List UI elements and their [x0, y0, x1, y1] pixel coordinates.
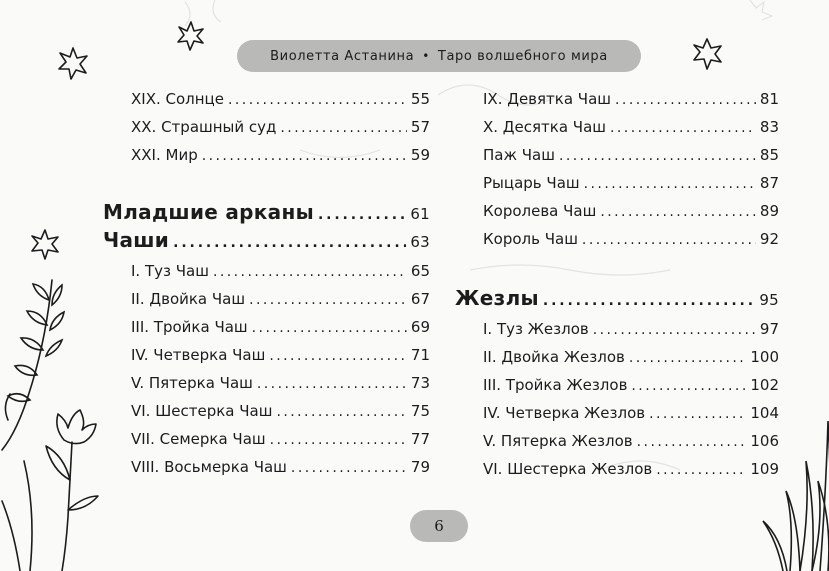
dot-leader: [600, 204, 756, 220]
toc-entry-title: Паж Чаш: [483, 146, 555, 164]
toc-entry-title: X. Десятка Чаш: [483, 118, 606, 136]
dot-leader: [173, 235, 406, 251]
toc-entry: [483, 90, 779, 114]
dot-leader: [202, 148, 407, 164]
dot-leader: [270, 432, 407, 448]
toc-entry-page: 63: [410, 233, 430, 251]
dot-leader: [584, 176, 756, 192]
dot-leader: [631, 378, 746, 394]
toc-entry-page: 106: [750, 432, 779, 450]
toc-entry: [483, 376, 779, 400]
toc-entry-page: 75: [410, 402, 430, 420]
dot-leader: [543, 293, 755, 309]
toc-section-heading: [455, 286, 779, 310]
dot-leader: [637, 434, 747, 450]
sparkle-star-icon: [178, 22, 203, 50]
toc-entry-title: VI. Шестерка Чаш: [131, 402, 273, 420]
toc-entry-page: 61: [410, 205, 430, 223]
toc-entry: [483, 320, 779, 344]
toc-entry-title: V. Пятерка Жезлов: [483, 432, 633, 450]
toc-entry: [131, 262, 430, 286]
toc-entry-title: Королева Чаш: [483, 202, 597, 220]
toc-entry: [131, 90, 430, 114]
toc-section-heading: [103, 228, 430, 252]
toc-entry-page: 79: [410, 458, 430, 476]
toc-entry-page: 83: [759, 118, 779, 136]
toc-entry-title: VI. Шестерка Жезлов: [483, 460, 653, 478]
running-header: [237, 40, 641, 72]
toc-entry-title: XX. Страшный суд: [131, 118, 277, 136]
toc-entry-title: IV. Четверка Чаш: [131, 346, 266, 364]
toc-entry: [131, 430, 430, 454]
toc-entry-page: 69: [410, 318, 430, 336]
toc-entry: [131, 318, 430, 342]
toc-entry-page: 100: [750, 348, 779, 366]
toc-entry: [483, 404, 779, 428]
toc-entry-title: III. Тройка Чаш: [131, 318, 248, 336]
toc-entry-page: 57: [410, 118, 430, 136]
toc-entry-title: Рыцарь Чаш: [483, 174, 580, 192]
toc-entry-title: IX. Девятка Чаш: [483, 90, 612, 108]
page-number: 6: [410, 510, 468, 542]
toc-entry-page: 92: [759, 230, 779, 248]
toc-entry-page: 59: [410, 146, 430, 164]
toc-entry-page: 85: [759, 146, 779, 164]
toc-entry: [131, 346, 430, 370]
dot-leader: [649, 406, 746, 422]
toc-entry: [483, 432, 779, 456]
dot-leader: [228, 92, 407, 108]
dot-leader: [252, 320, 407, 336]
toc-entry-title: Чаши: [103, 228, 170, 252]
toc-entry: [483, 460, 779, 484]
dot-leader: [280, 120, 407, 136]
toc-entry-title: VII. Семерка Чаш: [131, 430, 266, 448]
dot-leader: [291, 460, 407, 476]
sparkle-star-icon: [59, 48, 87, 79]
toc-entry: [483, 202, 779, 226]
toc-entry-title: Младшие арканы: [103, 200, 314, 224]
sparkle-star-icon: [32, 230, 58, 259]
dot-leader: [656, 462, 746, 478]
dot-leader: [257, 376, 407, 392]
toc-entry-title: IV. Четверка Жезлов: [483, 404, 646, 422]
toc-entry-page: 89: [759, 202, 779, 220]
toc-entry-page: 104: [750, 404, 779, 422]
toc-entry-page: 81: [759, 90, 779, 108]
toc-entry-title: III. Тройка Жезлов: [483, 376, 628, 394]
toc-entry: [131, 402, 430, 426]
toc-entry-title: Король Чаш: [483, 230, 578, 248]
dot-leader: [559, 148, 756, 164]
toc-entry-page: 71: [410, 346, 430, 364]
toc-entry-page: 87: [759, 174, 779, 192]
dot-leader: [269, 348, 407, 364]
toc-entry: [131, 374, 430, 398]
toc-entry-title: I. Туз Чаш: [131, 262, 209, 280]
toc-entry-title: VIII. Восьмерка Чаш: [131, 458, 287, 476]
toc-section-heading: [103, 200, 430, 224]
toc-entry-page: 97: [759, 320, 779, 338]
toc-entry-title: I. Туз Жезлов: [483, 320, 589, 338]
toc-entry-title: Жезлы: [455, 286, 539, 310]
toc-entry-page: 65: [410, 262, 430, 280]
dot-leader: [615, 92, 756, 108]
toc-entry-page: 77: [410, 430, 430, 448]
toc-entry: [483, 146, 779, 170]
dot-leader: [593, 322, 756, 338]
toc-entry-page: 109: [750, 460, 779, 478]
toc-entry: [483, 348, 779, 372]
leafy-branch-icon: [2, 280, 64, 450]
dot-leader: [213, 264, 407, 280]
dot-leader: [276, 404, 406, 420]
toc-entry-page: 102: [750, 376, 779, 394]
toc-entry-page: 95: [759, 291, 779, 309]
tulip-flower-icon: [2, 410, 98, 571]
toc-entry: [483, 230, 779, 254]
dot-leader: [629, 350, 747, 366]
dot-leader: [582, 232, 756, 248]
dot-leader: [610, 120, 756, 136]
dot-leader: [249, 292, 407, 308]
toc-entry: [483, 174, 779, 198]
toc-entry: [131, 118, 430, 142]
dot-leader: [318, 207, 406, 223]
toc-entry: [131, 146, 430, 170]
sparkle-star-icon: [694, 39, 721, 69]
book-title: Таро волшебного мира: [437, 48, 608, 64]
toc-entry-title: XXI. Мир: [131, 146, 198, 164]
toc-entry-title: II. Двойка Чаш: [131, 290, 246, 308]
toc-entry: [483, 118, 779, 142]
toc-entry: [131, 458, 430, 482]
toc-entry: [131, 290, 430, 314]
toc-entry-title: II. Двойка Жезлов: [483, 348, 625, 366]
toc-entry-page: 55: [410, 90, 430, 108]
toc-entry-page: 67: [410, 290, 430, 308]
toc-entry-title: XIX. Солнце: [131, 90, 224, 108]
toc-entry-title: V. Пятерка Чаш: [131, 374, 253, 392]
author-name: Виолетта Астанина: [270, 48, 415, 64]
header-separator: •: [422, 49, 430, 63]
toc-entry-page: 73: [410, 374, 430, 392]
